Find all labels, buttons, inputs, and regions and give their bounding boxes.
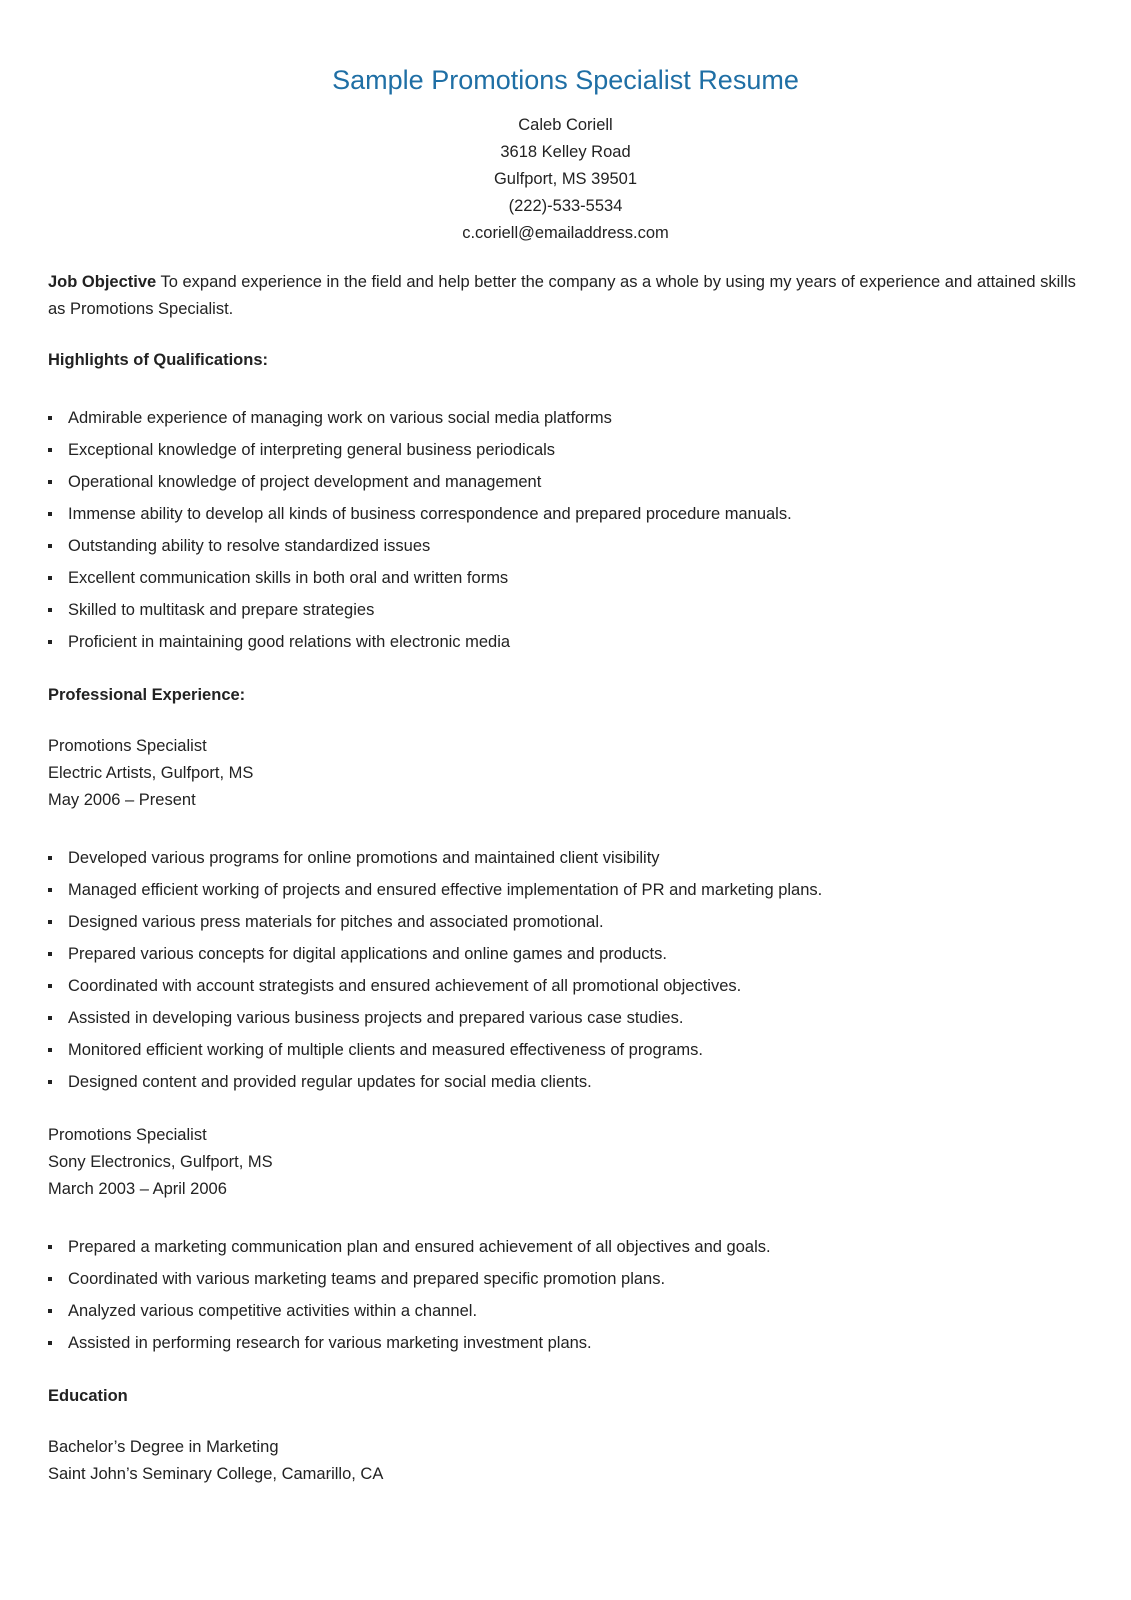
list-item: Admirable experience of managing work on various social media platforms [48,402,1083,434]
bullet-icon [48,608,52,612]
highlights-heading: Highlights of Qualifications: [48,351,268,369]
job-dates: March 2003 – April 2006 [48,1180,227,1198]
contact-phone: (222)-533-5534 [508,197,623,215]
bullet-icon [48,1341,52,1345]
bullet-icon [48,640,52,644]
bullet-icon [48,1245,52,1249]
list-item: Designed various press materials for pitches and associated promotional. [48,906,1083,938]
list-item: Excellent communication skills in both oral and written forms [48,562,1083,594]
job-entry [48,733,1083,814]
education-school: Saint John’s Seminary College, Camarillo, CA [48,1465,384,1483]
bullet-icon [48,952,52,956]
job-objective [48,269,1083,323]
job-title: Promotions Specialist [48,1126,207,1144]
objective-label: Job Objective [48,273,157,291]
bullet-icon [48,512,52,516]
bullet-icon [48,480,52,484]
list-item: Operational knowledge of project development and management [48,466,1083,498]
page-title: Sample Promotions Specialist Resume [332,65,799,95]
education-heading: Education [48,1387,128,1405]
bullet-icon [48,856,52,860]
list-item: Immense ability to develop all kinds of business correspondence and prepared procedure manuals. [48,498,1083,530]
bullet-icon [48,448,52,452]
job-title: Promotions Specialist [48,737,207,755]
job-company: Electric Artists, Gulfport, MS [48,764,254,782]
list-item: Skilled to multitask and prepare strategies [48,594,1083,626]
highlights-list [48,402,1083,658]
objective-text: To expand experience in the field and help better the company as a whole by using my years of experience and attained skills as Promotions Specialist. [48,273,1076,318]
list-item: Designed content and provided regular updates for social media clients. [48,1066,1083,1098]
bullet-icon [48,576,52,580]
job-entry [48,1122,1083,1203]
bullet-icon [48,1016,52,1020]
bullet-icon [48,984,52,988]
job-dates: May 2006 – Present [48,791,196,809]
experience-heading: Professional Experience: [48,686,246,704]
list-item: Coordinated with account strategists and ensured achievement of all promotional objectives. [48,970,1083,1002]
bullet-icon [48,1080,52,1084]
contact-name: Caleb Coriell [518,116,613,134]
bullet-icon [48,920,52,924]
job-duties-list [48,1231,1083,1359]
contact-street: 3618 Kelley Road [500,143,631,161]
bullet-icon [48,1309,52,1313]
bullet-icon [48,416,52,420]
list-item: Prepared a marketing communication plan and ensured achievement of all objectives and goals. [48,1231,1083,1263]
education-entry [48,1434,1083,1488]
list-item: Assisted in performing research for various marketing investment plans. [48,1327,1083,1359]
bullet-icon [48,544,52,548]
list-item: Developed various programs for online promotions and maintained client visibility [48,842,1083,874]
list-item: Exceptional knowledge of interpreting general business periodicals [48,434,1083,466]
contact-block [48,112,1083,247]
bullet-icon [48,888,52,892]
list-item: Monitored efficient working of multiple clients and measured effectiveness of programs. [48,1034,1083,1066]
list-item: Proficient in maintaining good relations with electronic media [48,626,1083,658]
list-item: Coordinated with various marketing teams and prepared specific promotion plans. [48,1263,1083,1295]
list-item: Managed efficient working of projects and ensured effective implementation of PR and marketing plans. [48,874,1083,906]
list-item: Analyzed various competitive activities within a channel. [48,1295,1083,1327]
list-item: Outstanding ability to resolve standardized issues [48,530,1083,562]
bullet-icon [48,1048,52,1052]
job-duties-list [48,842,1083,1098]
education-degree: Bachelor’s Degree in Marketing [48,1438,279,1456]
list-item: Prepared various concepts for digital applications and online games and products. [48,938,1083,970]
job-company: Sony Electronics, Gulfport, MS [48,1153,273,1171]
contact-city: Gulfport, MS 39501 [493,170,638,188]
list-item: Assisted in developing various business projects and prepared various case studies. [48,1002,1083,1034]
bullet-icon [48,1277,52,1281]
contact-email: c.coriell@emailaddress.com [462,224,669,242]
